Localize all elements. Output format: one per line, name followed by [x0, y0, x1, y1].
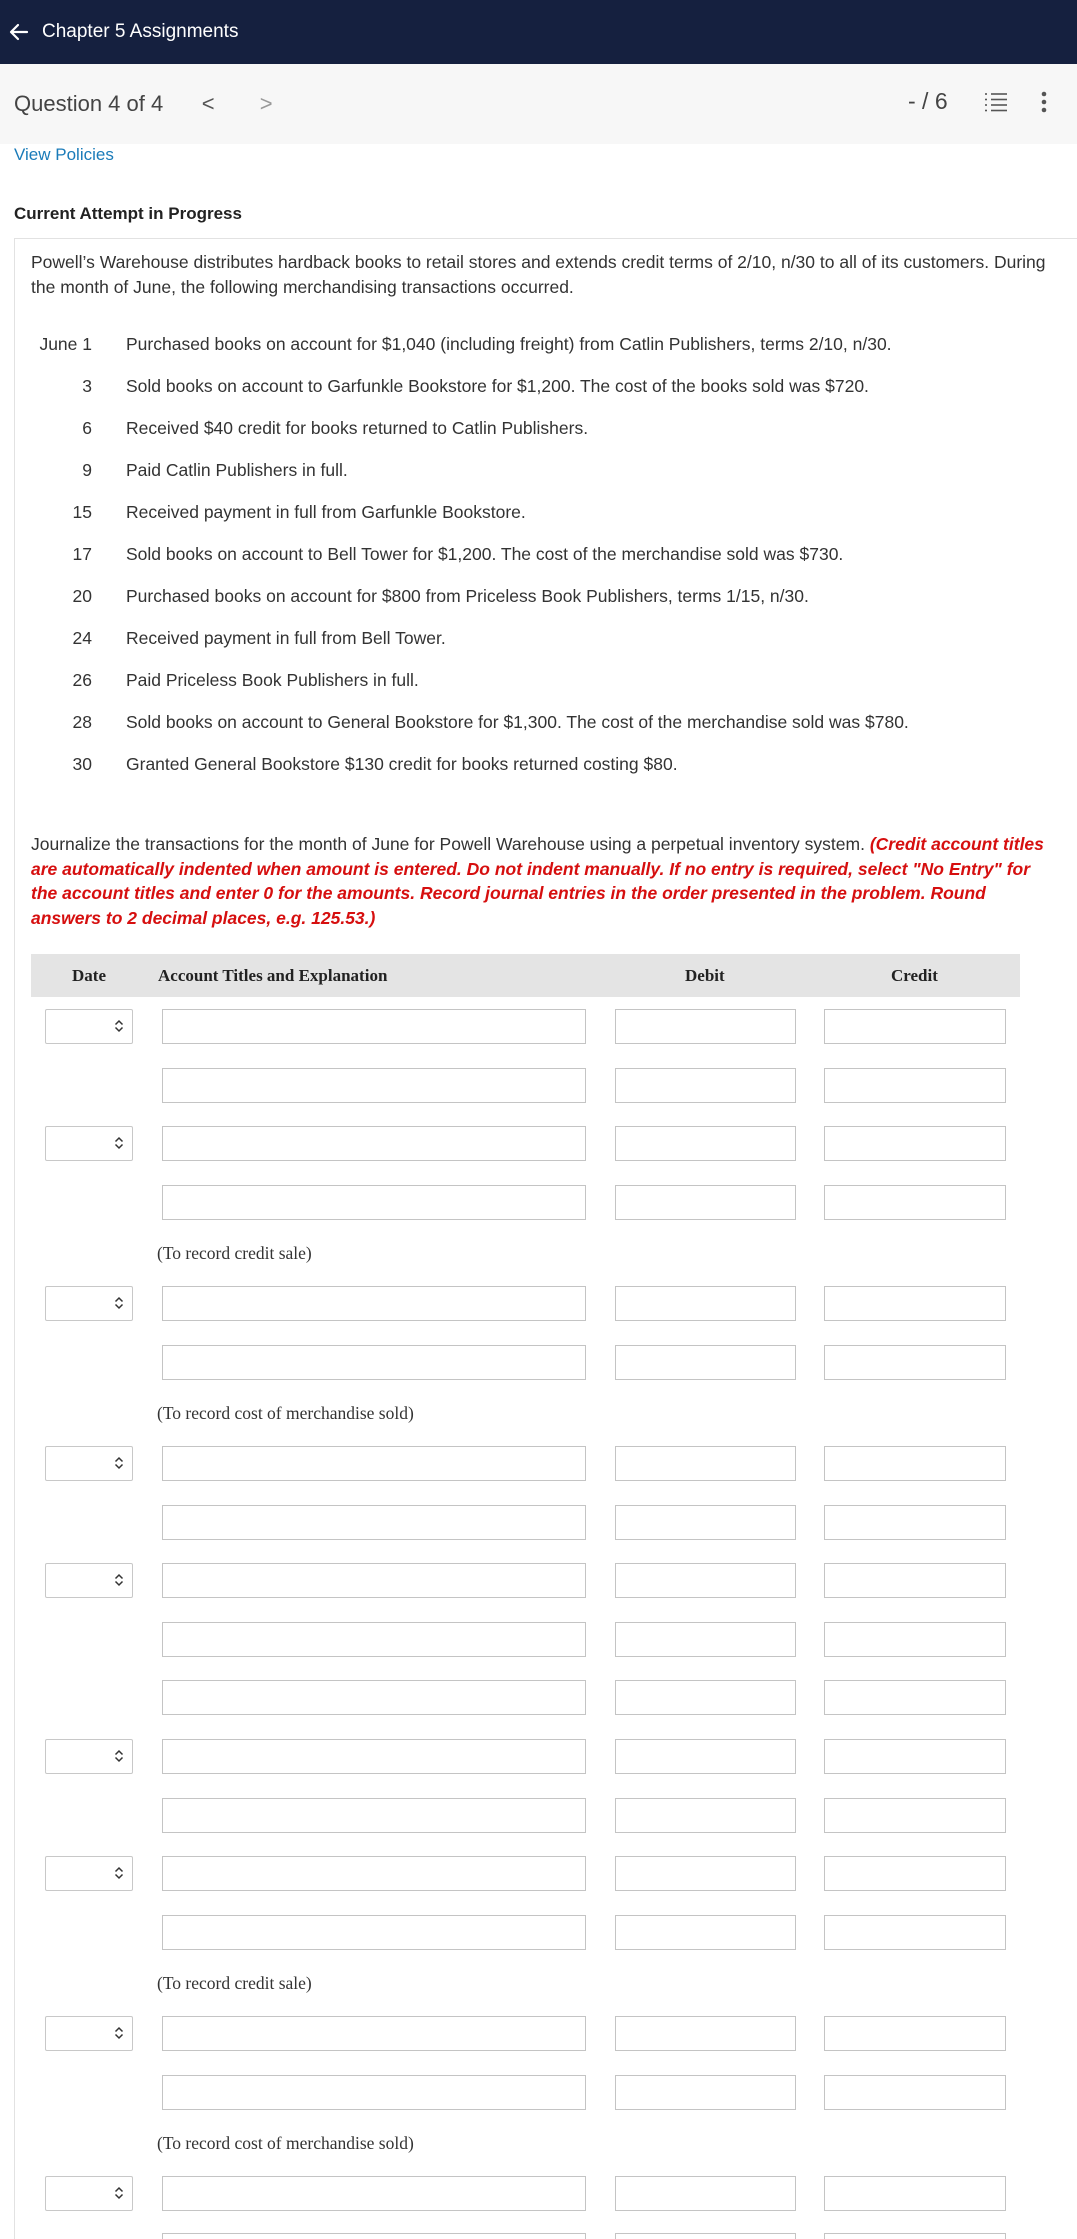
- credit-input[interactable]: [824, 2075, 1006, 2110]
- account-title-input[interactable]: [162, 1126, 586, 1161]
- transaction-date: 24: [72, 627, 92, 648]
- account-title-input[interactable]: [162, 2075, 586, 2110]
- debit-input[interactable]: [615, 2016, 796, 2051]
- account-title-input[interactable]: [162, 1446, 586, 1481]
- transaction-date: 26: [72, 669, 92, 690]
- date-select[interactable]: [45, 1126, 133, 1161]
- entry-explanation: (To record cost of merchandise sold): [157, 2133, 414, 2153]
- date-select[interactable]: [45, 2176, 133, 2211]
- transaction-text: Purchased books on account for $800 from Priceless Book Publishers, terms 1/15, n/30.: [126, 585, 809, 606]
- view-policies-link[interactable]: View Policies: [14, 145, 114, 164]
- debit-input[interactable]: [615, 1009, 796, 1044]
- entry-explanation: (To record cost of merchandise sold): [157, 1403, 414, 1423]
- journal-table-header: [31, 954, 1020, 997]
- question-nav-bar: [0, 64, 1077, 144]
- credit-input[interactable]: [824, 1739, 1006, 1774]
- account-title-input[interactable]: [162, 2233, 586, 2239]
- date-select[interactable]: [45, 1739, 133, 1774]
- account-title-input[interactable]: [162, 1622, 586, 1657]
- select-caret-icon: [114, 1573, 124, 1587]
- transaction-row: [30, 455, 348, 485]
- attempt-status: Current Attempt in Progress: [14, 204, 242, 223]
- date-select[interactable]: [45, 1009, 133, 1044]
- transaction-date: 6: [82, 417, 92, 438]
- credit-input[interactable]: [824, 1446, 1006, 1481]
- date-select[interactable]: [45, 1563, 133, 1598]
- assignment-title[interactable]: Chapter 5 Assignments: [42, 21, 239, 42]
- credit-input[interactable]: [824, 1286, 1006, 1321]
- account-title-input[interactable]: [162, 1345, 586, 1380]
- account-title-input[interactable]: [162, 2176, 586, 2211]
- transaction-row: [30, 623, 446, 653]
- transaction-row: [30, 371, 869, 401]
- date-select[interactable]: [45, 1286, 133, 1321]
- select-caret-icon: [114, 1866, 124, 1880]
- debit-input[interactable]: [615, 1286, 796, 1321]
- credit-input[interactable]: [824, 1622, 1006, 1657]
- instruction-text: Journalize the transactions for the month of June for Powell Warehouse using a perpetual inventory system.: [31, 834, 865, 854]
- account-title-input[interactable]: [162, 1798, 586, 1833]
- date-column-header: Date: [72, 966, 106, 985]
- transaction-row: [30, 413, 588, 443]
- debit-input[interactable]: [615, 1915, 796, 1950]
- transaction-date: 9: [82, 459, 92, 480]
- credit-input[interactable]: [824, 1185, 1006, 1220]
- select-caret-icon: [114, 2186, 124, 2200]
- transaction-row: [30, 539, 843, 569]
- divider: [14, 238, 1077, 239]
- credit-input[interactable]: [824, 1505, 1006, 1540]
- transaction-text: Granted General Bookstore $130 credit for books returned costing $80.: [126, 753, 678, 774]
- transaction-row: [30, 497, 526, 527]
- transaction-date: 20: [72, 585, 92, 606]
- more-options-icon[interactable]: [1040, 90, 1048, 119]
- transaction-date: 17: [72, 543, 92, 564]
- credit-input[interactable]: [824, 1915, 1006, 1950]
- transaction-row: [30, 581, 809, 611]
- debit-input[interactable]: [615, 1345, 796, 1380]
- entry-explanation: (To record credit sale): [157, 1243, 312, 1263]
- next-question-button[interactable]: >: [259, 91, 273, 116]
- score-display: - / 6: [908, 88, 948, 114]
- select-caret-icon: [114, 1749, 124, 1763]
- account-title-input[interactable]: [162, 1068, 586, 1103]
- credit-input[interactable]: [824, 2016, 1006, 2051]
- transaction-text: Received payment in full from Bell Tower.: [126, 627, 446, 648]
- debit-input[interactable]: [615, 2075, 796, 2110]
- question-list-icon[interactable]: [984, 92, 1008, 117]
- credit-input[interactable]: [824, 1798, 1006, 1833]
- content-frame-border: [14, 238, 15, 2239]
- credit-input[interactable]: [824, 1680, 1006, 1715]
- previous-question-button[interactable]: <: [201, 91, 215, 116]
- debit-input[interactable]: [615, 1622, 796, 1657]
- transaction-text: Sold books on account to Bell Tower for $1,200. The cost of the merchandise sold was $730.: [126, 543, 844, 564]
- transaction-text: Paid Priceless Book Publishers in full.: [126, 669, 419, 690]
- credit-input[interactable]: [824, 1345, 1006, 1380]
- account-title-input[interactable]: [162, 1286, 586, 1321]
- transaction-text: Sold books on account to General Bookstore for $1,300. The cost of the merchandise sold was $780.: [126, 711, 909, 732]
- transaction-text: Purchased books on account for $1,040 (including freight) from Catlin Publishers, terms 2/10, n/30.: [126, 333, 892, 354]
- account-title-input[interactable]: [162, 2016, 586, 2051]
- debit-input[interactable]: [615, 1798, 796, 1833]
- credit-column-header: Credit: [891, 966, 938, 985]
- account-title-input[interactable]: [162, 1856, 586, 1891]
- select-caret-icon: [114, 1019, 124, 1033]
- credit-input[interactable]: [824, 1068, 1006, 1103]
- credit-input[interactable]: [824, 2176, 1006, 2211]
- date-select[interactable]: [45, 2016, 133, 2051]
- problem-intro: Powell’s Warehouse distributes hardback books to retail stores and extends credit terms of 2/10, n/30 to all of its customers. During the month of June, the following merchandising transactions occurred.: [31, 252, 1046, 297]
- transaction-date: 3: [82, 375, 92, 396]
- debit-input[interactable]: [615, 2233, 796, 2239]
- date-select[interactable]: [45, 1446, 133, 1481]
- account-title-input[interactable]: [162, 1915, 586, 1950]
- select-caret-icon: [114, 2026, 124, 2040]
- debit-input[interactable]: [615, 1680, 796, 1715]
- transaction-date: 28: [72, 711, 92, 732]
- select-caret-icon: [114, 1296, 124, 1310]
- debit-input[interactable]: [615, 1126, 796, 1161]
- debit-input[interactable]: [615, 1856, 796, 1891]
- top-bar: [0, 0, 1077, 64]
- account-column-header: Account Titles and Explanation: [158, 966, 388, 985]
- credit-input[interactable]: [824, 1856, 1006, 1891]
- account-title-input[interactable]: [162, 1009, 586, 1044]
- select-caret-icon: [114, 1456, 124, 1470]
- account-title-input[interactable]: [162, 1563, 586, 1598]
- instruction-emphasis: (Credit account titles are automatically indented when amount is entered. Do not indent manually. If no entry is required, select "No Entry" for the account titles and enter 0 for the amounts. Record journal entries in the order presented in the problem. Round answers to 2 decimal places, e.g. 125.53.): [31, 834, 1044, 928]
- transaction-row: [30, 707, 909, 737]
- account-title-input[interactable]: [162, 1505, 586, 1540]
- transaction-row: [30, 749, 678, 779]
- transaction-row: [30, 665, 419, 695]
- credit-input[interactable]: [824, 1009, 1006, 1044]
- entry-explanation: (To record credit sale): [157, 1973, 312, 1993]
- back-arrow-icon[interactable]: [4, 17, 34, 47]
- transaction-text: Sold books on account to Garfunkle Bookstore for $1,200. The cost of the books sold was $720.: [126, 375, 869, 396]
- debit-input[interactable]: [615, 1446, 796, 1481]
- credit-input[interactable]: [824, 2233, 1006, 2239]
- transaction-date: 30: [72, 753, 92, 774]
- account-title-input[interactable]: [162, 1680, 586, 1715]
- debit-input[interactable]: [615, 1505, 796, 1540]
- select-caret-icon: [114, 1136, 124, 1150]
- transaction-text: Received payment in full from Garfunkle Bookstore.: [126, 501, 526, 522]
- debit-input[interactable]: [615, 1068, 796, 1103]
- date-select[interactable]: [45, 1856, 133, 1891]
- transaction-text: Received $40 credit for books returned to Catlin Publishers.: [126, 417, 589, 438]
- debit-column-header: Debit: [685, 966, 725, 985]
- transaction-date: June 1: [39, 333, 92, 354]
- transaction-row: [30, 329, 892, 359]
- transaction-date: 15: [72, 501, 92, 522]
- debit-input[interactable]: [615, 1563, 796, 1598]
- account-title-input[interactable]: [162, 1185, 586, 1220]
- transaction-text: Paid Catlin Publishers in full.: [126, 459, 348, 480]
- question-counter: Question 4 of 4: [14, 91, 164, 116]
- debit-input[interactable]: [615, 1185, 796, 1220]
- credit-input[interactable]: [824, 1563, 1006, 1598]
- instructions: [31, 832, 1056, 930]
- debit-input[interactable]: [615, 1739, 796, 1774]
- account-title-input[interactable]: [162, 1739, 586, 1774]
- credit-input[interactable]: [824, 1126, 1006, 1161]
- debit-input[interactable]: [615, 2176, 796, 2211]
